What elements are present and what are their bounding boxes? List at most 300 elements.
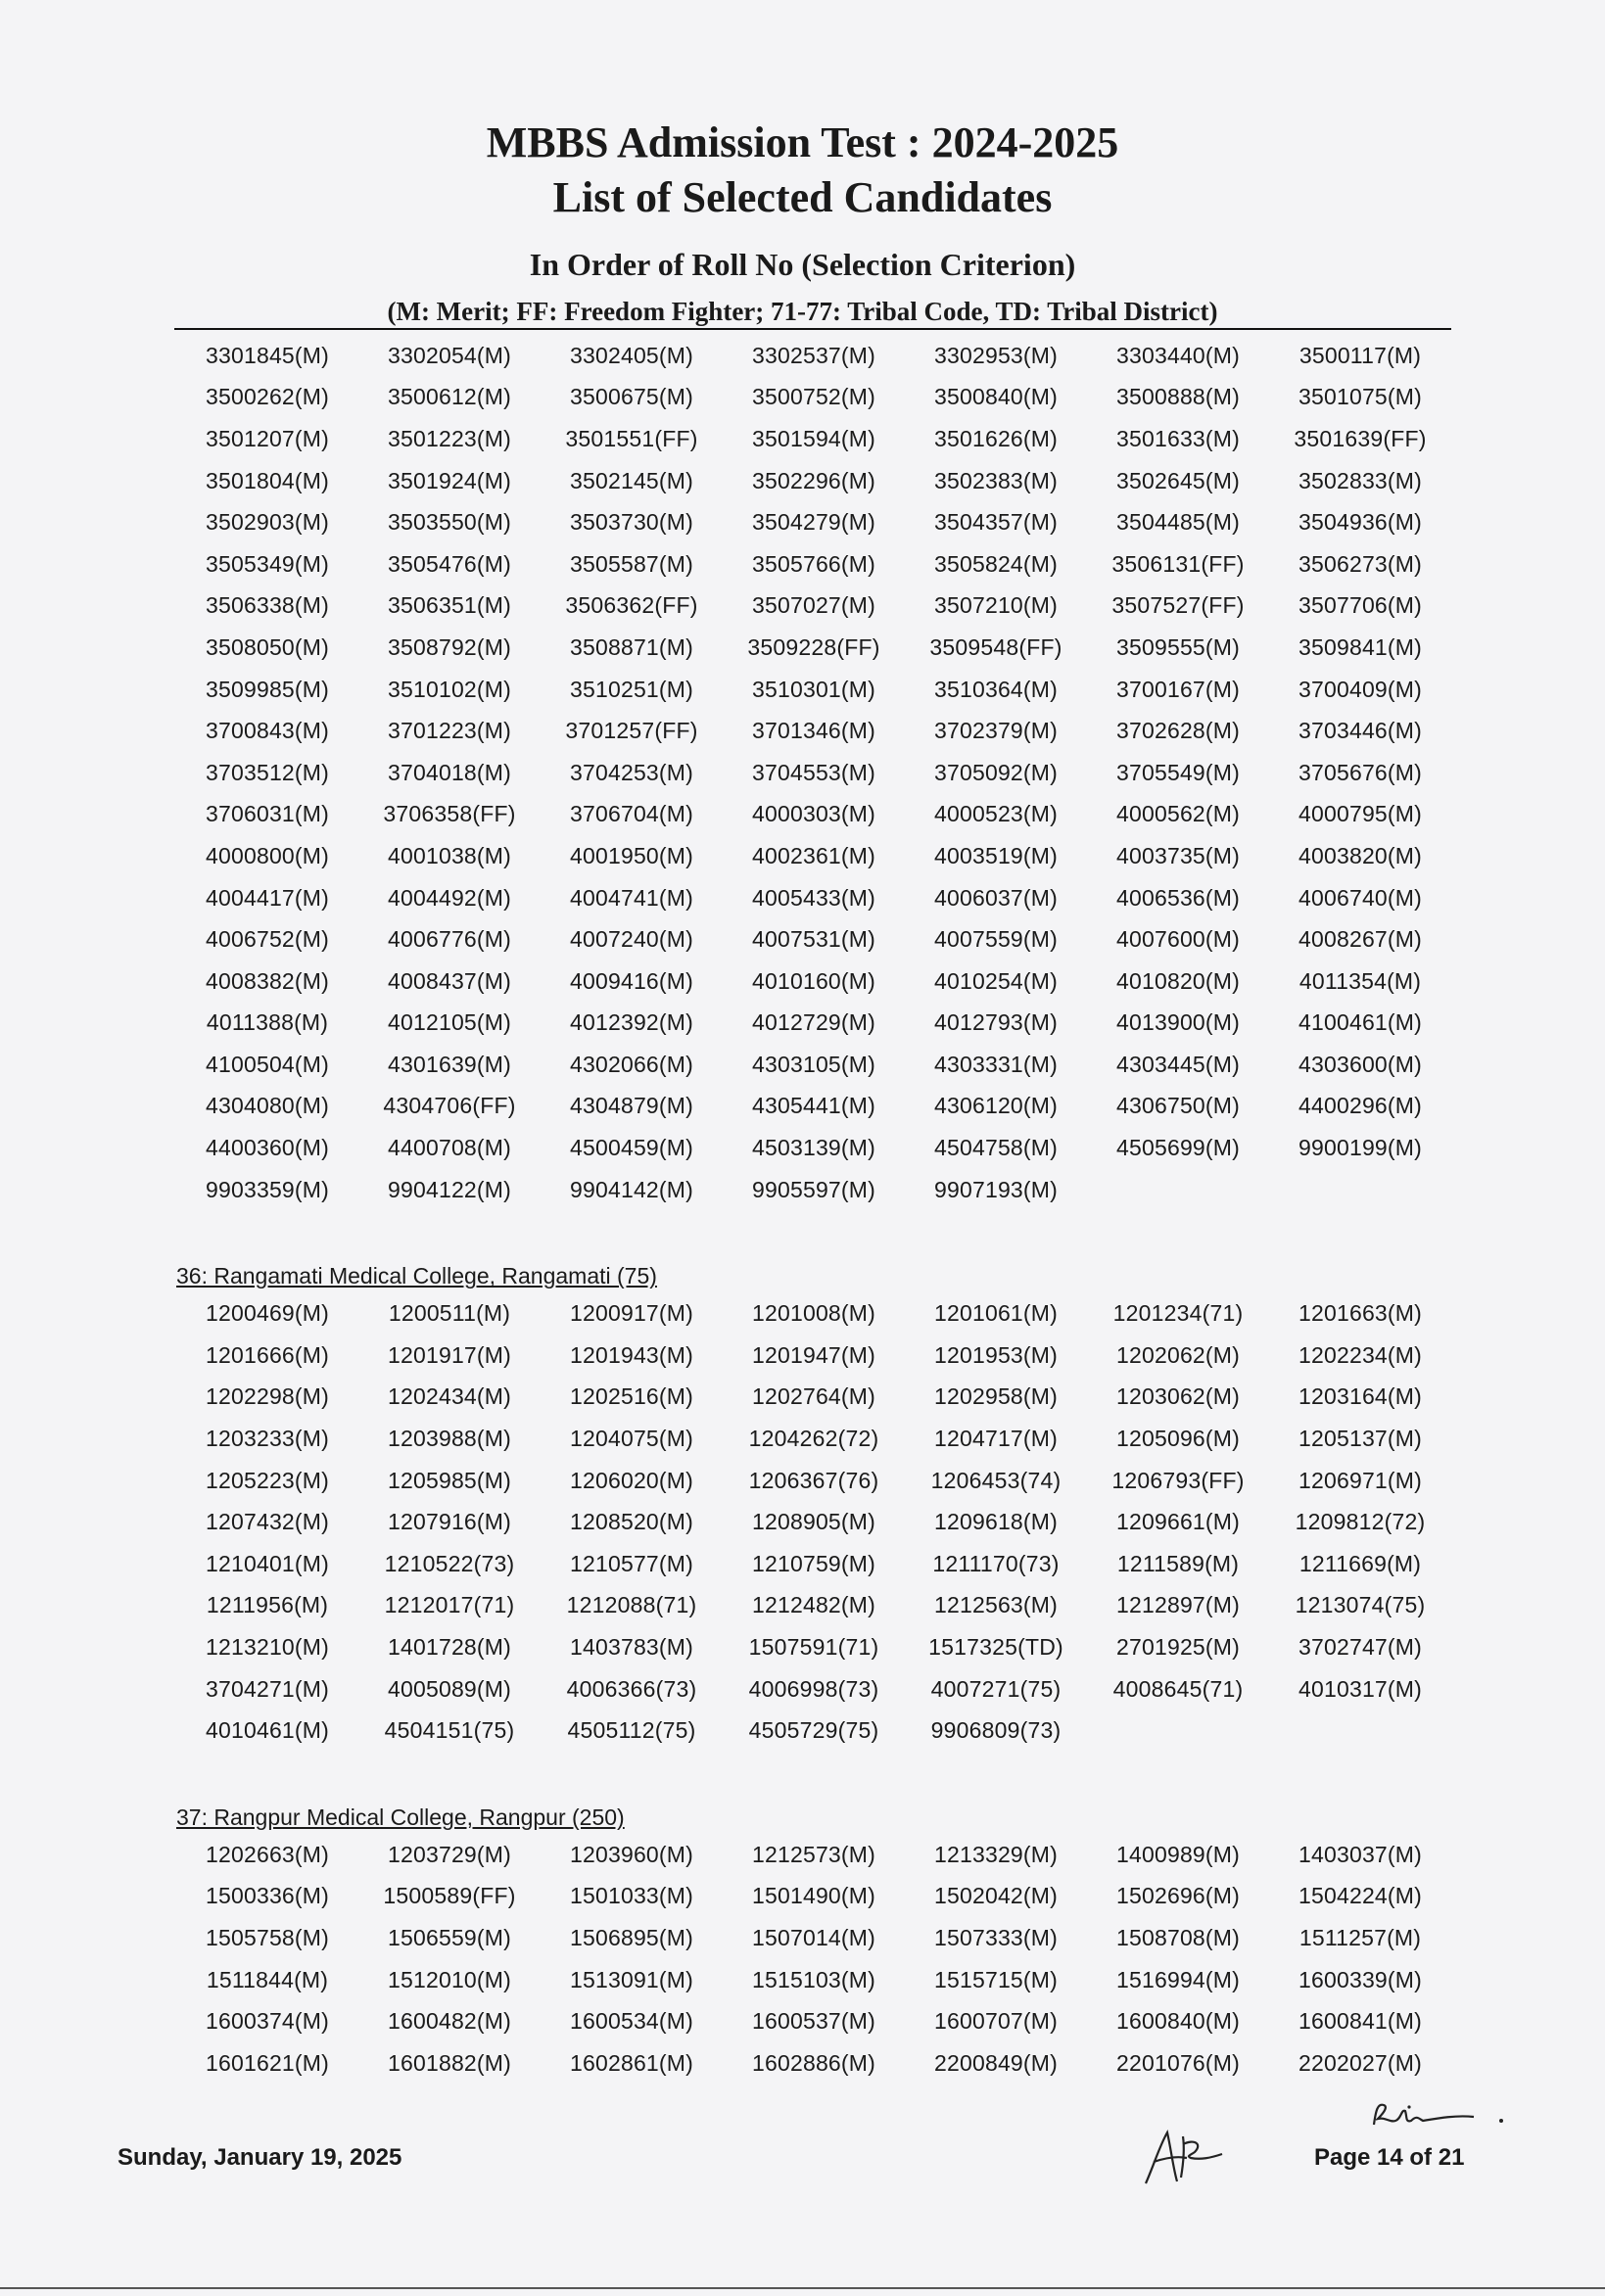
roll-number: 4000800(M) [205, 842, 330, 868]
roll-number: 4000303(M) [751, 801, 876, 827]
roll-row [174, 586, 1451, 628]
roll-number: 1210401(M) [205, 1550, 330, 1576]
roll-number: 3502145(M) [569, 467, 694, 493]
roll-row [174, 2000, 1451, 2042]
candidate-list [174, 335, 1451, 2085]
roll-number: 4005089(M) [387, 1675, 512, 1702]
roll-number: 3508050(M) [205, 633, 330, 660]
roll-number: 3700843(M) [205, 718, 330, 744]
roll-number: 1600339(M) [1298, 1966, 1423, 1992]
roll-number: 3302537(M) [751, 342, 876, 368]
roll-number: 1201061(M) [933, 1300, 1059, 1327]
roll-number: 4010317(M) [1298, 1675, 1423, 1702]
roll-number: 3510301(M) [751, 676, 876, 702]
roll-number: 4303600(M) [1298, 1051, 1423, 1077]
roll-number: 1212563(M) [933, 1592, 1059, 1618]
roll-number: 1205137(M) [1298, 1426, 1423, 1452]
roll-number: 4504151(75) [384, 1717, 515, 1744]
roll-number: 1209812(72) [1295, 1509, 1426, 1535]
roll-number: 1515103(M) [751, 1966, 876, 1992]
roll-number: 3510251(M) [569, 676, 694, 702]
roll-number: 1203960(M) [569, 1841, 694, 1867]
roll-number: 1601882(M) [387, 2049, 512, 2076]
page-header [0, 116, 1605, 329]
roll-number: 3506351(M) [387, 592, 512, 619]
roll-row [174, 1127, 1451, 1169]
roll-number: 4010461(M) [205, 1717, 330, 1744]
page-number: Page 14 of 21 [1314, 2144, 1465, 2171]
roll-number: 3509985(M) [205, 676, 330, 702]
roll-number: 3500262(M) [205, 384, 330, 410]
roll-number: 2202027(M) [1298, 2049, 1423, 2076]
roll-number: 1201953(M) [933, 1341, 1059, 1368]
roll-number: 4008267(M) [1298, 926, 1423, 953]
roll-number: 3706704(M) [569, 801, 694, 827]
roll-number: 3303440(M) [1115, 342, 1241, 368]
roll-number: 1211589(M) [1116, 1550, 1240, 1576]
header-rule [174, 328, 1451, 330]
roll-row [174, 877, 1451, 919]
roll-number: 1600374(M) [205, 2008, 330, 2035]
roll-number: 3509548(FF) [929, 633, 1062, 660]
roll-number: 3505824(M) [933, 550, 1059, 577]
roll-number: 3508792(M) [387, 633, 512, 660]
roll-number: 4013900(M) [1115, 1009, 1241, 1036]
roll-number: 1208905(M) [751, 1509, 876, 1535]
page-bottom-edge [0, 2287, 1605, 2289]
roll-number: 4303331(M) [933, 1051, 1059, 1077]
roll-number: 1502696(M) [1115, 1883, 1241, 1909]
roll-row [174, 460, 1451, 502]
roll-number: 1600841(M) [1298, 2008, 1423, 2035]
roll-row [174, 1460, 1451, 1502]
roll-number: 1202434(M) [387, 1383, 512, 1410]
roll-number: 3502383(M) [933, 467, 1059, 493]
roll-number: 1203988(M) [387, 1426, 512, 1452]
roll-number: 1207432(M) [205, 1509, 330, 1535]
roll-number: 1204717(M) [933, 1426, 1059, 1452]
roll-number: 3700167(M) [1115, 676, 1241, 702]
roll-number: 4100504(M) [205, 1051, 330, 1077]
roll-number: 4400360(M) [205, 1135, 330, 1161]
roll-row [174, 543, 1451, 586]
roll-number: 3503550(M) [387, 509, 512, 536]
footer-date: Sunday, January 19, 2025 [118, 2144, 402, 2171]
roll-number: 4400296(M) [1298, 1093, 1423, 1119]
roll-number: 1202764(M) [751, 1383, 876, 1410]
roll-number: 1202958(M) [933, 1383, 1059, 1410]
roll-number: 2201076(M) [1115, 2049, 1241, 2076]
roll-number: 3501639(FF) [1294, 425, 1427, 451]
roll-number: 4301639(M) [387, 1051, 512, 1077]
college-section [174, 1801, 1451, 2085]
roll-number: 1504224(M) [1298, 1883, 1423, 1909]
roll-number: 4000562(M) [1115, 801, 1241, 827]
roll-number: 3502903(M) [205, 509, 330, 536]
roll-number: 3510102(M) [387, 676, 512, 702]
roll-number: 4000523(M) [933, 801, 1059, 827]
roll-number: 1602861(M) [569, 2049, 694, 2076]
roll-number: 1201943(M) [569, 1341, 694, 1368]
roll-number: 1600840(M) [1115, 2008, 1241, 2035]
roll-number: 3503730(M) [569, 509, 694, 536]
roll-number: 3501207(M) [205, 425, 330, 451]
roll-number: 4004492(M) [387, 884, 512, 911]
roll-number: 4306750(M) [1115, 1093, 1241, 1119]
roll-number: 1211170(73) [932, 1550, 1060, 1576]
roll-number: 3705549(M) [1115, 759, 1241, 785]
roll-row [174, 835, 1451, 877]
roll-number: 1201917(M) [387, 1341, 512, 1368]
roll-number: 1507591(71) [748, 1634, 879, 1661]
roll-number: 4006776(M) [387, 926, 512, 953]
roll-row [174, 1917, 1451, 1959]
roll-number: 3501633(M) [1115, 425, 1241, 451]
roll-number: 3501223(M) [387, 425, 512, 451]
roll-number: 1213074(75) [1295, 1592, 1426, 1618]
college-section [174, 335, 1451, 1210]
roll-number: 1207916(M) [387, 1509, 512, 1535]
roll-number: 3500840(M) [933, 384, 1059, 410]
roll-row [174, 961, 1451, 1003]
college-heading: 36: Rangamati Medical College, Rangamati (75) [176, 1263, 657, 1289]
roll-number: 4304080(M) [205, 1093, 330, 1119]
roll-number: 3507706(M) [1298, 592, 1423, 619]
roll-number: 1201008(M) [751, 1300, 876, 1327]
roll-number: 4004741(M) [569, 884, 694, 911]
roll-number: 4303105(M) [751, 1051, 876, 1077]
roll-number: 4007531(M) [751, 926, 876, 953]
roll-number: 3701257(FF) [565, 718, 698, 744]
roll-number: 3705092(M) [933, 759, 1059, 785]
roll-number: 4505699(M) [1115, 1135, 1241, 1161]
roll-number: 3501594(M) [751, 425, 876, 451]
roll-number: 4001038(M) [387, 842, 512, 868]
roll-number: 1511844(M) [206, 1966, 329, 1992]
roll-number: 9906809(73) [930, 1717, 1062, 1744]
roll-number: 3500888(M) [1115, 384, 1241, 410]
roll-number: 1212088(71) [566, 1592, 697, 1618]
roll-number: 3701223(M) [387, 718, 512, 744]
roll-number: 1206020(M) [569, 1467, 694, 1493]
legend-note: (M: Merit; FF: Freedom Fighter; 71-77: Tribal Code, TD: Tribal District) [387, 297, 1218, 326]
roll-number: 3302054(M) [387, 342, 512, 368]
roll-number: 1202663(M) [205, 1841, 330, 1867]
roll-number: 4011354(M) [1298, 967, 1422, 994]
roll-number: 1511257(M) [1298, 1924, 1422, 1950]
signature-bottom [1126, 2123, 1244, 2191]
roll-number: 1208520(M) [569, 1509, 694, 1535]
roll-number: 1601621(M) [205, 2049, 330, 2076]
roll-number: 1206453(74) [930, 1467, 1062, 1493]
roll-number: 1403037(M) [1298, 1841, 1423, 1867]
roll-number: 4007240(M) [569, 926, 694, 953]
roll-number: 3507210(M) [933, 592, 1059, 619]
roll-number: 4302066(M) [569, 1051, 694, 1077]
order-note: In Order of Roll No (Selection Criterion) [529, 247, 1076, 282]
roll-row [174, 1418, 1451, 1460]
roll-number: 1200917(M) [569, 1300, 694, 1327]
roll-number: 1600707(M) [933, 2008, 1059, 2035]
roll-number: 1403783(M) [569, 1634, 694, 1661]
roll-row [174, 918, 1451, 961]
roll-number: 3504936(M) [1298, 509, 1423, 536]
roll-number: 4400708(M) [387, 1135, 512, 1161]
roll-number: 1600482(M) [387, 2008, 512, 2035]
roll-row [174, 710, 1451, 752]
roll-row [174, 627, 1451, 669]
roll-number: 3704271(M) [205, 1675, 330, 1702]
roll-number: 3701346(M) [751, 718, 876, 744]
roll-number: 4006752(M) [205, 926, 330, 953]
roll-number: 1212897(M) [1115, 1592, 1241, 1618]
roll-number: 9903359(M) [205, 1176, 330, 1202]
roll-number: 1507014(M) [751, 1924, 876, 1950]
roll-number: 1505758(M) [205, 1924, 330, 1950]
roll-number: 4306120(M) [933, 1093, 1059, 1119]
roll-number: 3704253(M) [569, 759, 694, 785]
roll-number: 3502833(M) [1298, 467, 1423, 493]
roll-number: 3504279(M) [751, 509, 876, 536]
roll-number: 4304879(M) [569, 1093, 694, 1119]
roll-number: 3500612(M) [387, 384, 512, 410]
roll-number: 2701925(M) [1115, 1634, 1241, 1661]
roll-number: 3505349(M) [205, 550, 330, 577]
roll-number: 1210577(M) [569, 1550, 694, 1576]
roll-number: 4003820(M) [1298, 842, 1423, 868]
roll-number: 1209618(M) [933, 1509, 1059, 1535]
roll-number: 4002361(M) [751, 842, 876, 868]
roll-number: 1203729(M) [387, 1841, 512, 1867]
roll-number: 3509228(FF) [747, 633, 880, 660]
roll-number: 4505112(75) [567, 1717, 696, 1744]
college-section [174, 1259, 1451, 1752]
roll-number: 3501924(M) [387, 467, 512, 493]
roll-number: 4007559(M) [933, 926, 1059, 953]
roll-row [174, 335, 1451, 377]
roll-number: 1500336(M) [205, 1883, 330, 1909]
roll-number: 1502042(M) [933, 1883, 1059, 1909]
roll-number: 1512010(M) [387, 1966, 512, 1992]
roll-number: 4100461(M) [1298, 1009, 1423, 1036]
roll-number: 3504357(M) [933, 509, 1059, 536]
roll-number: 1201666(M) [205, 1341, 330, 1368]
roll-number: 4503139(M) [751, 1135, 876, 1161]
roll-number: 9905597(M) [751, 1176, 876, 1202]
roll-number: 1202298(M) [205, 1383, 330, 1410]
roll-number: 4009416(M) [569, 967, 694, 994]
roll-number: 1206367(76) [748, 1467, 879, 1493]
roll-number: 4011388(M) [206, 1009, 329, 1036]
roll-row [174, 794, 1451, 836]
roll-number: 1201947(M) [751, 1341, 876, 1368]
roll-number: 4303445(M) [1115, 1051, 1241, 1077]
college-heading: 37: Rangpur Medical College, Rangpur (250) [176, 1804, 625, 1830]
roll-number: 3508871(M) [569, 633, 694, 660]
roll-number: 1517325(TD) [928, 1634, 1063, 1661]
roll-row [174, 1086, 1451, 1128]
roll-row [174, 1335, 1451, 1377]
roll-number: 3502645(M) [1115, 467, 1241, 493]
roll-number: 1515715(M) [933, 1966, 1059, 1992]
roll-number: 1506559(M) [387, 1924, 512, 1950]
roll-number: 1507333(M) [933, 1924, 1059, 1950]
roll-number: 1203233(M) [205, 1426, 330, 1452]
roll-number: 3704018(M) [387, 759, 512, 785]
roll-number: 4504758(M) [933, 1135, 1059, 1161]
roll-number: 1205223(M) [205, 1467, 330, 1493]
roll-row [174, 1959, 1451, 2001]
roll-number: 4500459(M) [569, 1135, 694, 1161]
roll-number: 3703512(M) [205, 759, 330, 785]
roll-number: 3505587(M) [569, 550, 694, 577]
roll-number: 4006366(73) [566, 1675, 697, 1702]
roll-number: 9904142(M) [569, 1176, 694, 1202]
roll-number: 3509841(M) [1298, 633, 1423, 660]
roll-number: 4003519(M) [933, 842, 1059, 868]
roll-number: 4304706(FF) [383, 1093, 516, 1119]
roll-number: 1400989(M) [1115, 1841, 1241, 1867]
roll-number: 1213210(M) [205, 1634, 330, 1661]
roll-number: 1508708(M) [1115, 1924, 1241, 1950]
roll-number: 4010160(M) [751, 967, 876, 994]
roll-number: 3506131(FF) [1111, 550, 1245, 577]
roll-number: 1501033(M) [569, 1883, 694, 1909]
roll-number: 1209661(M) [1115, 1509, 1241, 1535]
roll-number: 1200511(M) [388, 1300, 511, 1327]
roll-number: 1205985(M) [387, 1467, 512, 1493]
roll-number: 3706358(FF) [383, 801, 516, 827]
roll-number: 1600534(M) [569, 2008, 694, 2035]
roll-number: 1205096(M) [1115, 1426, 1241, 1452]
roll-number: 3702747(M) [1298, 1634, 1423, 1661]
roll-number: 4007600(M) [1115, 926, 1241, 953]
roll-number: 1210759(M) [751, 1550, 876, 1576]
roll-row [174, 1543, 1451, 1585]
roll-number: 1500589(FF) [383, 1883, 516, 1909]
roll-number: 3501075(M) [1298, 384, 1423, 410]
roll-number: 4012729(M) [751, 1009, 876, 1036]
roll-number: 4008382(M) [205, 967, 330, 994]
roll-number: 1200469(M) [205, 1300, 330, 1327]
roll-number: 4005433(M) [751, 884, 876, 911]
roll-row [174, 1710, 1451, 1752]
roll-number: 3702628(M) [1115, 718, 1241, 744]
roll-number: 4000795(M) [1298, 801, 1423, 827]
roll-number: 1206971(M) [1298, 1467, 1423, 1493]
roll-number: 1202234(M) [1298, 1341, 1423, 1368]
roll-number: 3704553(M) [751, 759, 876, 785]
roll-number: 4012105(M) [387, 1009, 512, 1036]
roll-row [174, 1876, 1451, 1918]
roll-number: 9907193(M) [933, 1176, 1059, 1202]
roll-number: 3501626(M) [933, 425, 1059, 451]
roll-row [174, 1585, 1451, 1627]
roll-number: 4008437(M) [387, 967, 512, 994]
roll-number: 3506273(M) [1298, 550, 1423, 577]
roll-row [174, 1044, 1451, 1086]
roll-number: 3501804(M) [205, 467, 330, 493]
roll-number: 3502296(M) [751, 467, 876, 493]
roll-number: 1212482(M) [751, 1592, 876, 1618]
roll-number: 4012392(M) [569, 1009, 694, 1036]
roll-number: 1212573(M) [751, 1841, 876, 1867]
roll-number: 4007271(75) [930, 1675, 1062, 1702]
roll-number: 3301845(M) [205, 342, 330, 368]
roll-number: 3506338(M) [205, 592, 330, 619]
roll-number: 1203164(M) [1298, 1383, 1423, 1410]
roll-number: 1600537(M) [751, 2008, 876, 2035]
roll-row [174, 1626, 1451, 1668]
roll-number: 1204262(72) [748, 1426, 879, 1452]
roll-number: 1506895(M) [569, 1924, 694, 1950]
roll-number: 3500117(M) [1298, 342, 1422, 368]
roll-row [174, 377, 1451, 419]
roll-number: 4006998(73) [748, 1675, 879, 1702]
roll-row [174, 1834, 1451, 1876]
roll-number: 1201234(71) [1112, 1300, 1244, 1327]
roll-row [174, 1003, 1451, 1045]
roll-number: 3706031(M) [205, 801, 330, 827]
roll-number: 4008645(71) [1112, 1675, 1244, 1702]
page-subtitle: List of Selected Candidates [552, 173, 1053, 221]
roll-number: 3500675(M) [569, 384, 694, 410]
roll-row [174, 1501, 1451, 1543]
roll-row [174, 1169, 1451, 1211]
roll-number: 1212017(71) [384, 1592, 515, 1618]
roll-number: 9900199(M) [1298, 1135, 1423, 1161]
roll-number: 4010254(M) [933, 967, 1059, 994]
roll-number: 3705676(M) [1298, 759, 1423, 785]
roll-row [174, 1668, 1451, 1710]
page-title: MBBS Admission Test : 2024-2025 [486, 118, 1119, 166]
roll-number: 4006536(M) [1115, 884, 1241, 911]
roll-number: 1501490(M) [751, 1883, 876, 1909]
roll-number: 3700409(M) [1298, 676, 1423, 702]
roll-number: 3510364(M) [933, 676, 1059, 702]
roll-number: 1210522(73) [384, 1550, 515, 1576]
roll-number: 3505766(M) [751, 550, 876, 577]
roll-number: 4505729(75) [748, 1717, 879, 1744]
roll-row [174, 1377, 1451, 1419]
roll-number: 4006740(M) [1298, 884, 1423, 911]
roll-number: 3703446(M) [1298, 718, 1423, 744]
roll-number: 1206793(FF) [1111, 1467, 1245, 1493]
roll-number: 9904122(M) [387, 1176, 512, 1202]
roll-number: 2200849(M) [933, 2049, 1059, 2076]
roll-row [174, 2042, 1451, 2085]
roll-row [174, 752, 1451, 794]
roll-number: 3302405(M) [569, 342, 694, 368]
roll-number: 1211669(M) [1298, 1550, 1422, 1576]
roll-number: 3505476(M) [387, 550, 512, 577]
roll-number: 3302953(M) [933, 342, 1059, 368]
roll-number: 1401728(M) [387, 1634, 512, 1661]
roll-number: 1516994(M) [1115, 1966, 1241, 1992]
roll-number: 4003735(M) [1115, 842, 1241, 868]
roll-number: 1204075(M) [569, 1426, 694, 1452]
roll-number: 3509555(M) [1115, 633, 1241, 660]
roll-number: 3500752(M) [751, 384, 876, 410]
roll-number: 4305441(M) [751, 1093, 876, 1119]
roll-number: 1201663(M) [1298, 1300, 1423, 1327]
roll-number: 3504485(M) [1115, 509, 1241, 536]
roll-number: 1203062(M) [1115, 1383, 1241, 1410]
roll-number: 4006037(M) [933, 884, 1059, 911]
roll-number: 3506362(FF) [565, 592, 698, 619]
roll-number: 3702379(M) [933, 718, 1059, 744]
roll-number: 1602886(M) [751, 2049, 876, 2076]
